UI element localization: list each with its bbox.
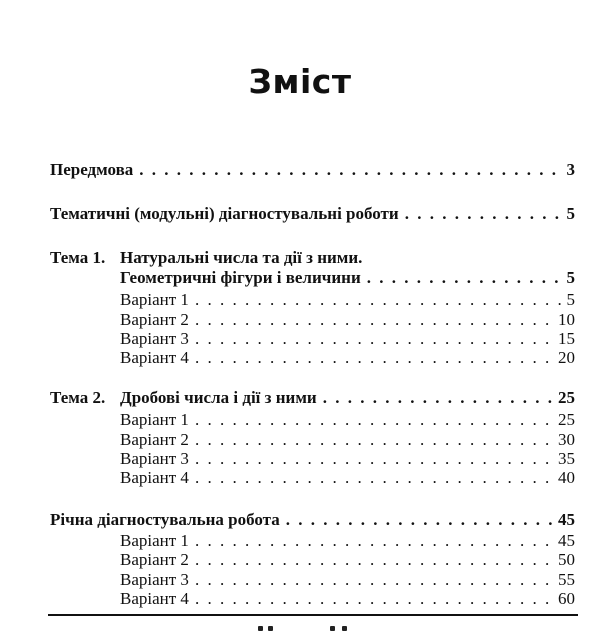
toc-page-number: 10 bbox=[558, 310, 575, 329]
toc-entry-thematic[interactable] bbox=[50, 204, 575, 224]
toc-entry-label: Варіант 1 bbox=[120, 410, 189, 429]
dot-leader bbox=[195, 430, 554, 450]
toc-entry-label: Тематичні (модульні) діагностувальні роботи bbox=[50, 204, 399, 223]
bottom-divider bbox=[48, 614, 578, 616]
toc-entry-label: Варіант 1 bbox=[120, 531, 189, 550]
dot-leader bbox=[195, 310, 554, 330]
dot-leader bbox=[195, 550, 554, 570]
toc-entry-label: Варіант 2 bbox=[120, 550, 189, 569]
dot-leader bbox=[195, 531, 554, 551]
dot-leader bbox=[367, 268, 563, 288]
toc-entry-label: Річна діагностувальна робота bbox=[50, 510, 280, 529]
toc-entry-variant[interactable] bbox=[120, 290, 575, 310]
dot-leader bbox=[195, 589, 554, 609]
toc-entry-label: Варіант 4 bbox=[120, 468, 189, 487]
toc-entry-label: Варіант 2 bbox=[120, 430, 189, 449]
toc-entry-label: Варіант 1 bbox=[120, 290, 189, 309]
toc-page-number: 20 bbox=[558, 348, 575, 367]
toc-entry-variant[interactable] bbox=[120, 449, 575, 469]
toc-entry-variant[interactable] bbox=[120, 589, 575, 609]
toc-page-number: 30 bbox=[558, 430, 575, 449]
toc-entry-annual[interactable] bbox=[50, 510, 575, 530]
toc-page-number: 35 bbox=[558, 449, 575, 468]
toc-page-number: 5 bbox=[566, 290, 575, 309]
toc-entry-label: Варіант 2 bbox=[120, 310, 189, 329]
dot-leader bbox=[405, 204, 563, 224]
toc-entry-variant[interactable] bbox=[120, 550, 575, 570]
dot-leader bbox=[195, 570, 554, 590]
toc-page-number: 15 bbox=[558, 329, 575, 348]
dot-leader bbox=[195, 348, 554, 368]
toc-entry-label: Варіант 3 bbox=[120, 570, 189, 589]
toc-page-number: 55 bbox=[558, 570, 575, 589]
toc-entry-variant[interactable] bbox=[120, 570, 575, 590]
toc-entry-variant[interactable] bbox=[120, 410, 575, 430]
topic-number: Тема 2. bbox=[50, 388, 106, 407]
toc-page-number: 5 bbox=[566, 204, 575, 223]
dot-leader bbox=[195, 468, 554, 488]
toc-entry-label: Варіант 4 bbox=[120, 348, 189, 367]
toc-entry-variant[interactable] bbox=[120, 531, 575, 551]
toc-page-number: 25 bbox=[558, 410, 575, 429]
toc-page-number: 45 bbox=[558, 531, 575, 550]
dot-leader bbox=[139, 160, 562, 180]
topic-number: Тема 1. bbox=[50, 248, 106, 267]
toc-entry-label: Геометричні фігури і величини bbox=[120, 268, 361, 287]
toc-page-number: 40 bbox=[558, 468, 575, 487]
toc-page-number: 45 bbox=[558, 510, 575, 529]
toc-page-number: 60 bbox=[558, 589, 575, 608]
toc-page-number: 25 bbox=[558, 388, 575, 407]
dot-leader bbox=[195, 329, 554, 349]
toc-page-number: 3 bbox=[566, 160, 575, 179]
toc-entry-label: Передмова bbox=[50, 160, 134, 179]
toc-entry-variant[interactable] bbox=[120, 329, 575, 349]
toc-page-number: 50 bbox=[558, 550, 575, 569]
toc-entry-label: Дробові числа і дії з ними bbox=[120, 388, 317, 407]
dot-leader bbox=[195, 410, 554, 430]
toc-page-number: 5 bbox=[566, 268, 575, 287]
toc-entry-label: Варіант 3 bbox=[120, 329, 189, 348]
toc-entry-topic1[interactable] bbox=[120, 268, 575, 288]
toc-entry-topic2[interactable] bbox=[120, 388, 575, 408]
dot-leader bbox=[286, 510, 554, 530]
toc-entry-label: Варіант 4 bbox=[120, 589, 189, 608]
cut-off-text-fragment bbox=[0, 622, 600, 633]
dot-leader bbox=[323, 388, 554, 408]
dot-leader bbox=[195, 449, 554, 469]
toc-entry-label: Варіант 3 bbox=[120, 449, 189, 468]
toc-entry-variant[interactable] bbox=[120, 430, 575, 450]
toc-entry-variant[interactable] bbox=[120, 348, 575, 368]
toc-entry-variant[interactable] bbox=[120, 310, 575, 330]
dot-leader bbox=[195, 290, 563, 310]
toc-entry-preface[interactable] bbox=[50, 160, 575, 180]
topic-title-line1: Натуральні числа та дії з ними. bbox=[120, 248, 363, 267]
page-title: Зміст bbox=[248, 62, 352, 101]
toc-entry-variant[interactable] bbox=[120, 468, 575, 488]
